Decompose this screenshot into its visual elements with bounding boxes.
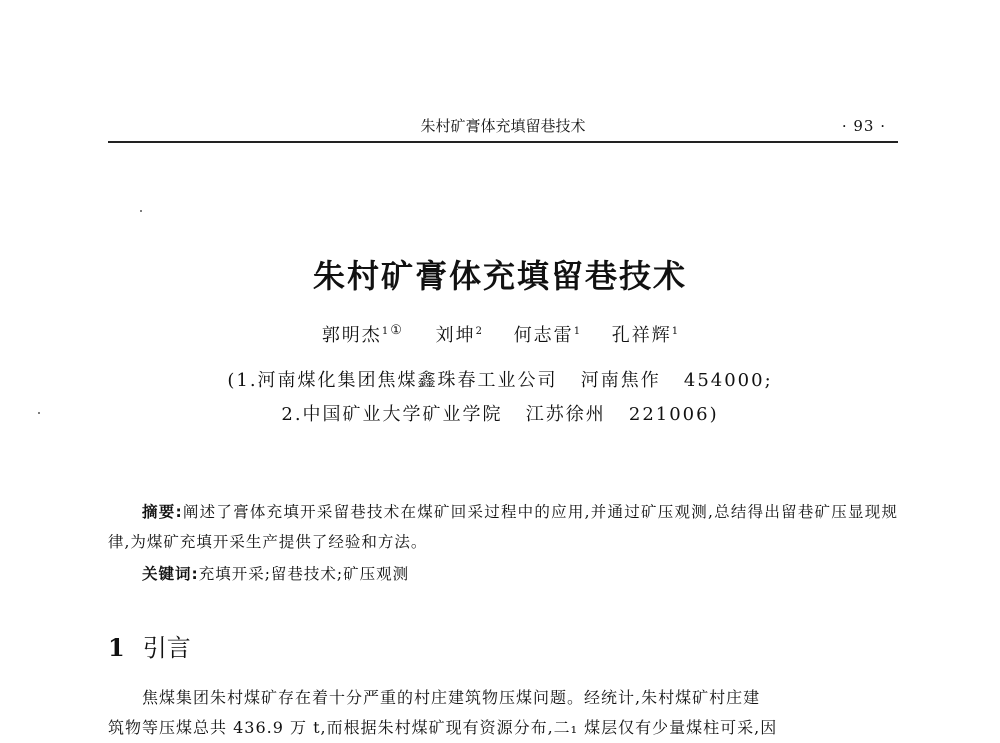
paper-title: 朱村矿膏体充填留巷技术 bbox=[312, 257, 687, 295]
author-name: 郭明杰 bbox=[321, 325, 382, 346]
keywords-label: 关键词: bbox=[142, 565, 199, 583]
running-header bbox=[108, 117, 898, 143]
keywords-text: 充填开采;留巷技术;矿压观测 bbox=[198, 565, 410, 583]
body-paragraph bbox=[108, 683, 898, 743]
abstract-label: 摘要: bbox=[142, 503, 183, 521]
keywords bbox=[142, 559, 902, 589]
footnote-mark: ① bbox=[390, 323, 404, 338]
affiliation-line-2: 2.中国矿业大学矿业学院 江苏徐州 221006) bbox=[281, 404, 719, 425]
section-number: 1 bbox=[108, 633, 125, 662]
abstract bbox=[108, 497, 898, 557]
body-line: 筑物等压煤总共 436.9 万 t,而根据朱村煤矿现有资源分布,二₁ 煤层仅有少量煤柱可采,因 bbox=[108, 718, 778, 737]
affiliation-line-1: (1.河南煤化集团焦煤鑫珠春工业公司 河南焦作 454000; bbox=[227, 370, 773, 391]
author-list bbox=[0, 318, 1000, 349]
author-affil-sup: 1 bbox=[671, 326, 679, 337]
body-line: 焦煤集团朱村煤矿存在着十分严重的村庄建筑物压煤问题。经统计,朱村煤矿村庄建 bbox=[142, 688, 761, 707]
author bbox=[514, 319, 580, 349]
author-affil-sup: 2 bbox=[475, 326, 482, 337]
author bbox=[322, 318, 404, 349]
section-title: 引言 bbox=[142, 634, 191, 662]
author-name: 孔祥辉 bbox=[611, 325, 672, 346]
section-heading bbox=[108, 632, 191, 664]
page-number: · 93 · bbox=[841, 117, 886, 135]
author-name: 刘坤 bbox=[435, 325, 476, 346]
running-title: 朱村矿膏体充填留巷技术 bbox=[420, 117, 586, 135]
scan-speck bbox=[140, 210, 142, 212]
author bbox=[436, 319, 482, 349]
author-name: 何志雷 bbox=[513, 325, 574, 346]
author-affil-sup: 1 bbox=[381, 326, 389, 337]
author-affil-sup: 1 bbox=[573, 326, 581, 337]
abstract-text: 阐述了膏体充填开采留巷技术在煤矿回采过程中的应用,并通过矿压观测,总结得出留巷矿压显现规律,为煤矿充填开采生产提供了经验和方法。 bbox=[108, 503, 899, 551]
author bbox=[612, 319, 678, 349]
